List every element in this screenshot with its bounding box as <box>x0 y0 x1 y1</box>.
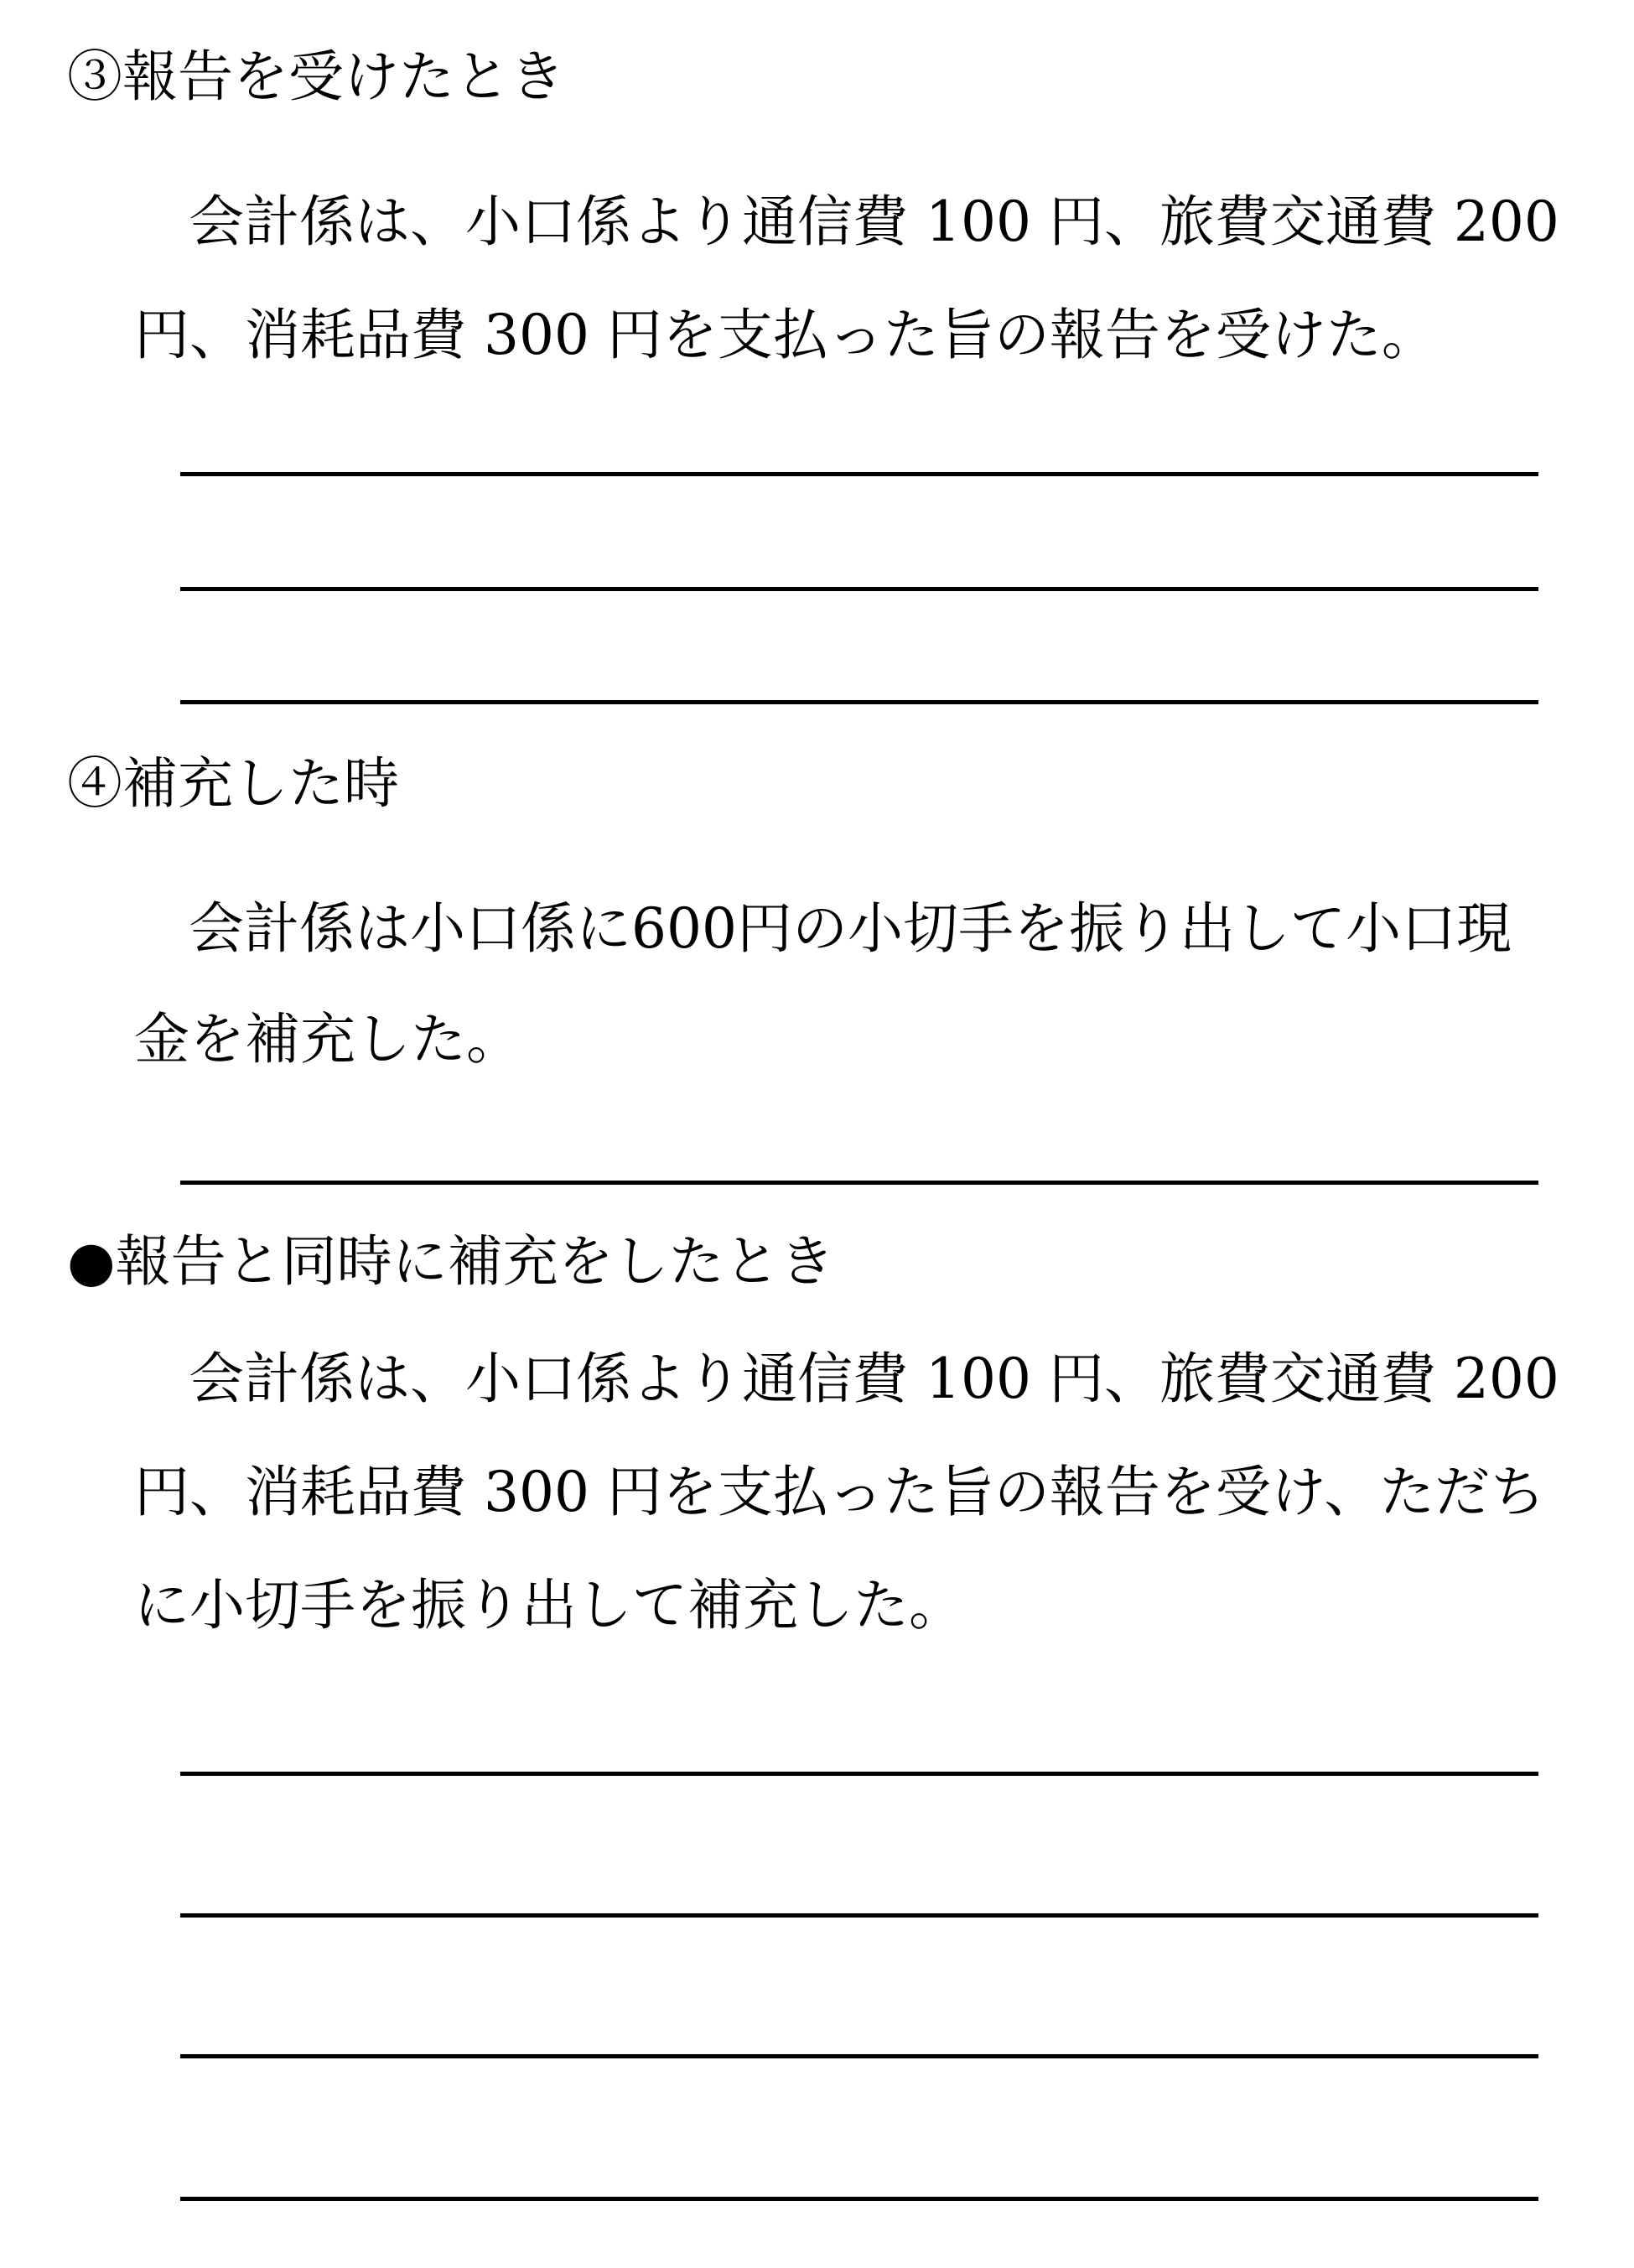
paragraph-line: に小切手を振り出して補充した。 <box>134 1573 964 1637</box>
paragraph-line: 会計係は、小口係より通信費 100 円、旅費交通費 200 <box>189 1347 1559 1411</box>
section-heading: ③報告を受けたとき <box>67 44 565 109</box>
answer-line[interactable] <box>180 472 1538 476</box>
section-heading: ④補充した時 <box>67 751 399 816</box>
answer-line[interactable] <box>180 1913 1538 1918</box>
answer-line[interactable] <box>180 587 1538 591</box>
paragraph-line: 円、消耗品費 300 円を支払った旨の報告を受けた。 <box>134 303 1437 367</box>
answer-line[interactable] <box>180 1181 1538 1185</box>
answer-line[interactable] <box>180 700 1538 704</box>
paragraph-line: 円、消耗品費 300 円を支払った旨の報告を受け、ただち <box>134 1460 1546 1524</box>
answer-line[interactable] <box>180 1772 1538 1776</box>
paragraph-line: 金を補充した。 <box>134 1007 521 1072</box>
section-heading: ●報告と同時に補充をしたとき <box>67 1229 835 1294</box>
paragraph-line: 会計係は、小口係より通信費 100 円、旅費交通費 200 <box>189 189 1559 254</box>
answer-line[interactable] <box>180 2197 1538 2201</box>
answer-line[interactable] <box>180 2054 1538 2058</box>
paragraph-line: 会計係は小口係に600円の小切手を振り出して小口現 <box>189 896 1512 961</box>
